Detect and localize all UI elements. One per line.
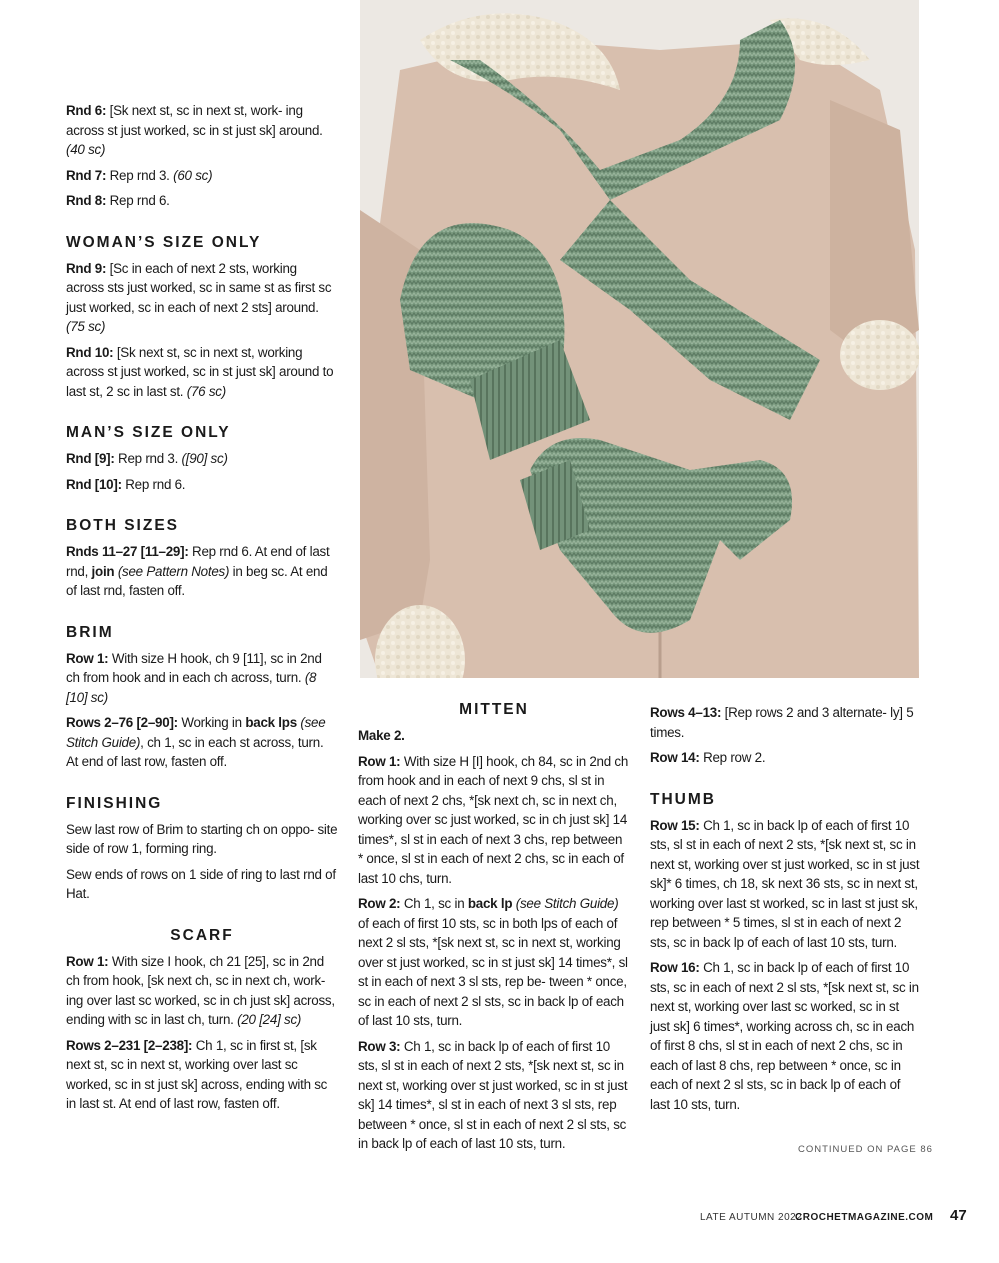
row-label: Rows 2–231 [2–238]: [66, 1037, 193, 1053]
row-label: Row 14: [650, 750, 700, 765]
rnd-label: Rnd 10: [66, 344, 114, 360]
row-label: Row 2: [358, 896, 401, 911]
column-3 [650, 703, 922, 1120]
join-term: join [91, 563, 115, 579]
row-label: Row 16: [650, 960, 700, 975]
stitch-count: (76 sc) [186, 383, 226, 399]
scarf-rows-2-231 [66, 1036, 338, 1114]
rnd-text: Rep rnd 6. [106, 193, 170, 208]
finishing-step-2: Sew ends of rows on 1 side of ring to last rnd of Hat. [66, 866, 336, 901]
brim-heading: BRIM [66, 623, 114, 641]
mitten-rows-4-13 [650, 703, 922, 742]
rnd-text: Rep rnd 3. [114, 451, 182, 466]
rnd-text: [Sk next st, sc in next st, working across st just worked, sc in st just sk] around to last st, 2 sc in last st. [66, 344, 334, 399]
row-text: , ch 1, sc in each st across, turn. At end of last row, fasten off. [66, 734, 324, 769]
mitten-row-16 [650, 958, 922, 1114]
mitten-row-3 [358, 1037, 630, 1154]
row-text: Rep row 2. [699, 750, 766, 765]
mitten-row-2 [358, 894, 630, 1031]
brim-row-1 [66, 649, 338, 708]
stitch-count: ([90] sc) [181, 451, 228, 466]
row-text: With size H hook, ch 9 [11], sc in 2nd ch from hook and in each ch across, turn. [66, 650, 322, 685]
finishing-heading: FINISHING [66, 794, 163, 812]
rnd-text: Rep rnd 6. [121, 476, 186, 492]
rnd-text: Rep rnd 6. At end of last rnd, [66, 544, 330, 579]
rnd-label: Rnd 8: [66, 193, 107, 208]
stitch-count: (60 sc) [173, 167, 213, 183]
back-lps-term: back lps [245, 715, 297, 730]
mans-size-heading: MAN’S SIZE ONLY [66, 424, 231, 441]
hat-man-rnd-9 [66, 449, 338, 469]
stitch-count: (40 sc) [66, 142, 106, 157]
rnd-text: Rep rnd 3. [106, 167, 174, 183]
finishing-step-1: Sew last row of Brim to starting ch on oppo- site side of row 1, forming ring. [66, 821, 338, 856]
row-text: With size I hook, ch 21 [25], sc in 2nd ch from hook, [sk next ch, sc in next ch, work- ing over last sc worked, sc in ch just sk] across, ending with sc in last ch, turn. [66, 953, 335, 1027]
row-text: of each of first 10 sts, sc in both lps of each of next 2 sl sts, *[sk next st, sc in next st, working over st just worked, sc in st just sk] 14 times*, sl st in each of next 3 sl sts, rep be- tween * once, sc in each of next 2 sl sts, sc in back lp of each of last 10 sts, turn. [358, 915, 628, 1028]
rnd-label: Rnd 7: [66, 167, 107, 183]
back-lp-term: back lp [467, 896, 513, 911]
rnd-text: in beg sc. At end of last rnd, fasten off. [66, 563, 328, 598]
rnd-text: [Sk next st, sc in next st, work- ing across st just worked, sc in st just sk] around. [66, 103, 323, 138]
hat-rnd-10 [66, 343, 338, 402]
mitten-heading: MITTEN [459, 701, 529, 718]
scarf-heading: SCARF [170, 926, 234, 944]
row-label: Row 15: [650, 817, 700, 833]
row-text: [Rep rows 2 and 3 alternate- ly] 5 times. [650, 705, 914, 740]
page-number: 47 [950, 1207, 967, 1224]
pattern-notes-ref: (see Pattern Notes) [114, 563, 230, 579]
stitch-guide-ref: (see Stitch Guide) [512, 896, 619, 911]
stitch-count: (75 sc) [66, 319, 106, 334]
rnd-label: Rnd 6: [66, 103, 107, 118]
hat-rnd-7 [66, 166, 338, 186]
thumb-heading: THUMB [650, 790, 716, 808]
continued-note: CONTINUED ON PAGE 86 [798, 1144, 933, 1155]
rnd-label: Rnd 9: [66, 260, 107, 276]
scarf-row-1 [66, 952, 338, 1030]
row-label: Row 1: [66, 650, 109, 666]
column-1 [66, 101, 338, 1120]
stitch-guide-ref: (see Stitch Guide) [66, 715, 326, 750]
both-sizes-heading: BOTH SIZES [66, 517, 180, 534]
mitten-row-15 [650, 816, 922, 953]
row-text: Working in [177, 715, 246, 730]
column-2 [358, 700, 630, 1160]
rnd-label: Rnds 11–27 [11–29]: [66, 544, 189, 559]
hat-rnds-11-27 [66, 542, 338, 601]
rnd-label: Rnd [9]: [66, 451, 115, 466]
womans-size-heading: WOMAN’S SIZE ONLY [66, 233, 262, 251]
mitten-row-14 [650, 748, 922, 768]
stitch-count: (20 [24] sc) [237, 1012, 302, 1027]
hat-man-rnd-10 [66, 475, 338, 495]
mitten-row-1 [358, 752, 630, 889]
rnd-text: [Sc in each of next 2 sts, working across sts just worked, sc in same st as first sc just worked, sc in each of next 2 sts] around. [66, 260, 332, 315]
row-label: Row 3: [358, 1038, 401, 1054]
row-text: Ch 1, sc in back lp of each of first 10 sts, sc in each of next 2 sl sts, *[sk next st, sc in next st, working over last sc worked, sc in st just sk] 6 times*, working across ch, sc in each of first 8 chs, sl st in each of next 2 chs, sc in each of last 8 chs, rep between * once, sc in each of next 2 sl sts, sc in back lp of each of last 10 sts, turn. [650, 960, 919, 1112]
row-text: With size H [I] hook, ch 84, sc in 2nd ch from hook and in each of next 9 chs, sl st in each of next 2 chs, *[sk next ch, sc in next ch, working over sc just worked, sc in ch just sk] 14 times*, sl st in each of next 3 chs, rep between * once, sl st in each of next 2 chs, sc in each of last 10 chs, turn. [358, 753, 629, 886]
row-text: Ch 1, sc in [400, 896, 468, 911]
hat-rnd-8 [66, 191, 338, 211]
hat-scarf-mittens-illustration [360, 0, 919, 678]
product-photo [360, 0, 919, 678]
make-2-note: Make 2. [358, 728, 405, 743]
brim-rows-2-76 [66, 713, 338, 772]
rnd-label: Rnd [10]: [66, 476, 122, 492]
row-text: Ch 1, sc in back lp of each of first 10 sts, sl st in each of next 2 sts, *[sk next st, sc in next st, working over st just worked, sc in st just sk] 14 times*, sl st in each of next 3 sl sts, rep between * once, sl st in each of next 2 sl sts, sc in back lp of each of last 10 sts, turn. [358, 1038, 628, 1151]
row-label: Rows 2–76 [2–90]: [66, 715, 178, 730]
row-label: Rows 4–13: [650, 705, 722, 720]
hat-rnd-9 [66, 259, 338, 337]
hat-rnd-6 [66, 101, 338, 160]
footer-website: CROCHETMAGAZINE.COM [795, 1212, 934, 1223]
row-text: Ch 1, sc in first st, [sk next st, sc in next st, working over last sc worked, sc in st just sk] across, ending with sc in last st. At end of last row, fasten off. [66, 1037, 328, 1111]
footer-issue: LATE AUTUMN 2022 [700, 1212, 803, 1223]
row-text: Ch 1, sc in back lp of each of first 10 sts, sl st in each of next 2 sts, *[sk next st, sc in next st, working over st just worked, sc in st just sk]* 6 times, ch 18, sk next 36 sts, sc in next st, working over last st worked, sc in last st just sk, rep between * 5 times, sl st in each of next 2 sts, sc in back lp of each of last 10 sts, turn. [650, 817, 920, 950]
row-label: Row 1: [66, 953, 109, 969]
row-label: Row 1: [358, 753, 401, 769]
stitch-count: (8 [10] sc) [66, 670, 317, 705]
